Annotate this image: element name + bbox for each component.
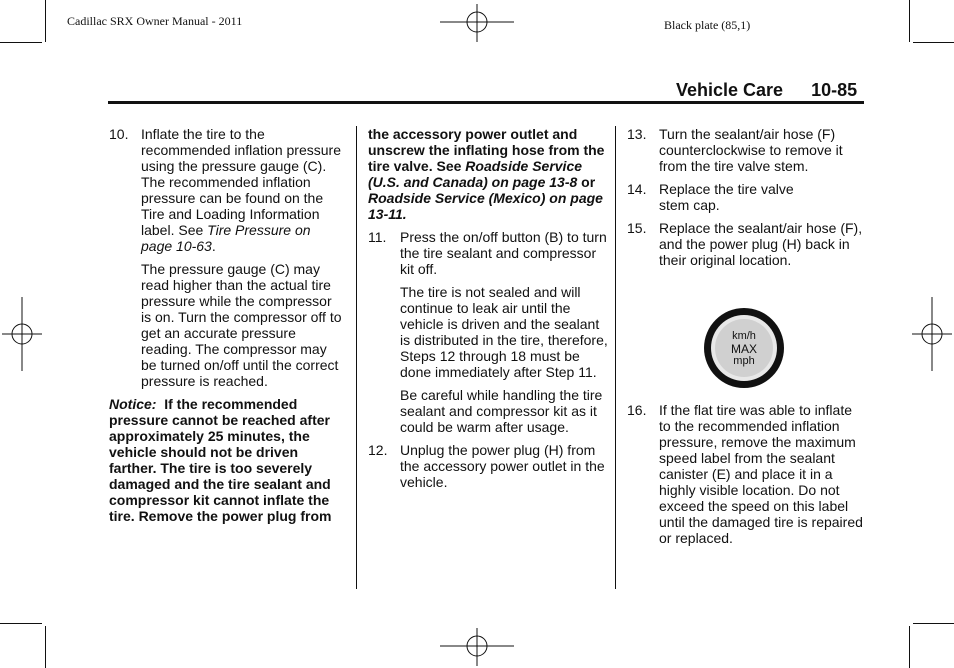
step-text: If the flat tire was able to inflate to the recommended inflation pressure, remove the maximum speed label from the sealant canister (E) and place it in a highly visible location. Do not exceed the speed on this label until the damaged tire is repaired or replaced. [659,402,863,546]
step-text: Replace the tire valve stem cap. [659,181,794,213]
notice-text: If the recommended pressure cannot be reached after approximately 25 minutes, the vehicle should not be driven farther. The tire is too severely damaged and the tire sealant and compressor kit cannot inflate the tire. Remove the power plug from [109,396,332,524]
step-text: Press the on/off button (B) to turn the tire sealant and compressor kit off. [400,229,607,277]
step-10 [109,126,345,254]
max-speed-label-illustration [703,307,785,389]
step-number: 15. [627,220,647,236]
step-number: 10. [109,126,129,142]
step-number: 11. [368,229,387,245]
step-text-end: . [211,238,216,254]
badge-unit-top: km/h [732,330,756,342]
plate-label: Black plate (85,1) [664,18,751,32]
badge-max: MAX [730,342,758,356]
step-number: 16. [627,402,647,418]
step-15 [627,220,867,268]
step-text: Turn the sealant/air hose (F) counterclockwise to remove it from the tire valve stem. [659,126,843,174]
notice-text: the accessory power outlet and unscrew the inflating hose from the tire valve. See [368,126,605,174]
registration-mark-top [440,4,514,42]
step-16 [627,402,867,546]
column-3-lower [627,402,867,553]
notice-text-or: or [577,174,596,190]
notice-label: Notice: [109,396,157,412]
registration-mark-right [912,297,952,371]
column-1 [109,126,345,524]
step-11 [368,229,608,277]
notice-text-end: . [402,206,407,222]
step-number: 13. [627,126,647,142]
header-rule [108,101,864,104]
step-number: 14. [627,181,647,197]
notice-continued [368,126,608,222]
manual-title: Cadillac SRX Owner Manual - 2011 [67,14,243,28]
step-text: Unplug the power plug (H) from the accessory power outlet in the vehicle. [400,442,605,490]
cross-reference-link[interactable]: Roadside Service (Mexico) on page 13-11 [368,190,603,222]
section-heading [676,80,857,101]
column-divider-1 [356,126,357,589]
cross-reference-link[interactable]: Tire Pressure on page 10-63 [141,222,311,254]
step-text: Inflate the tire to the recommended inflation pressure using the pressure gauge (C). The recommended inflation pressure can be found on the Tire and Loading Information label. See [141,126,341,238]
step-12 [368,442,608,490]
step-text: Replace the sealant/air hose (F), and the power plug (H) back in their original location. [659,220,863,268]
step-10-note: The pressure gauge (C) may read higher than the actual tire pressure while the compressor is on. Turn the compressor off to get an accurate pressure reading. The compressor may be turned on/off until the correct pressure is reached. [141,261,342,389]
cross-reference-link[interactable]: Roadside Service (U.S. and Canada) on page 13-8 [368,158,583,190]
step-13 [627,126,867,174]
registration-mark-left [2,297,42,371]
registration-mark-bottom [440,628,514,666]
column-divider-2 [615,126,616,589]
column-2 [368,126,608,497]
badge-unit-bottom: mph [733,355,755,367]
notice-block [109,396,345,524]
step-14 [627,181,867,213]
section-title: Vehicle Care [676,80,784,100]
page-number: 10-85 [811,80,858,100]
column-3 [627,126,867,275]
step-11-note: The tire is not sealed and will continue to leak air until the vehicle is driven and the sealant is distributed in the tire, therefore, Steps 12 through 18 must be done immediately after Step 11. [400,284,608,380]
step-number: 12. [368,442,388,458]
step-11-caution: Be careful while handling the tire sealant and compressor kit as it could be warm after usage. [400,387,603,435]
